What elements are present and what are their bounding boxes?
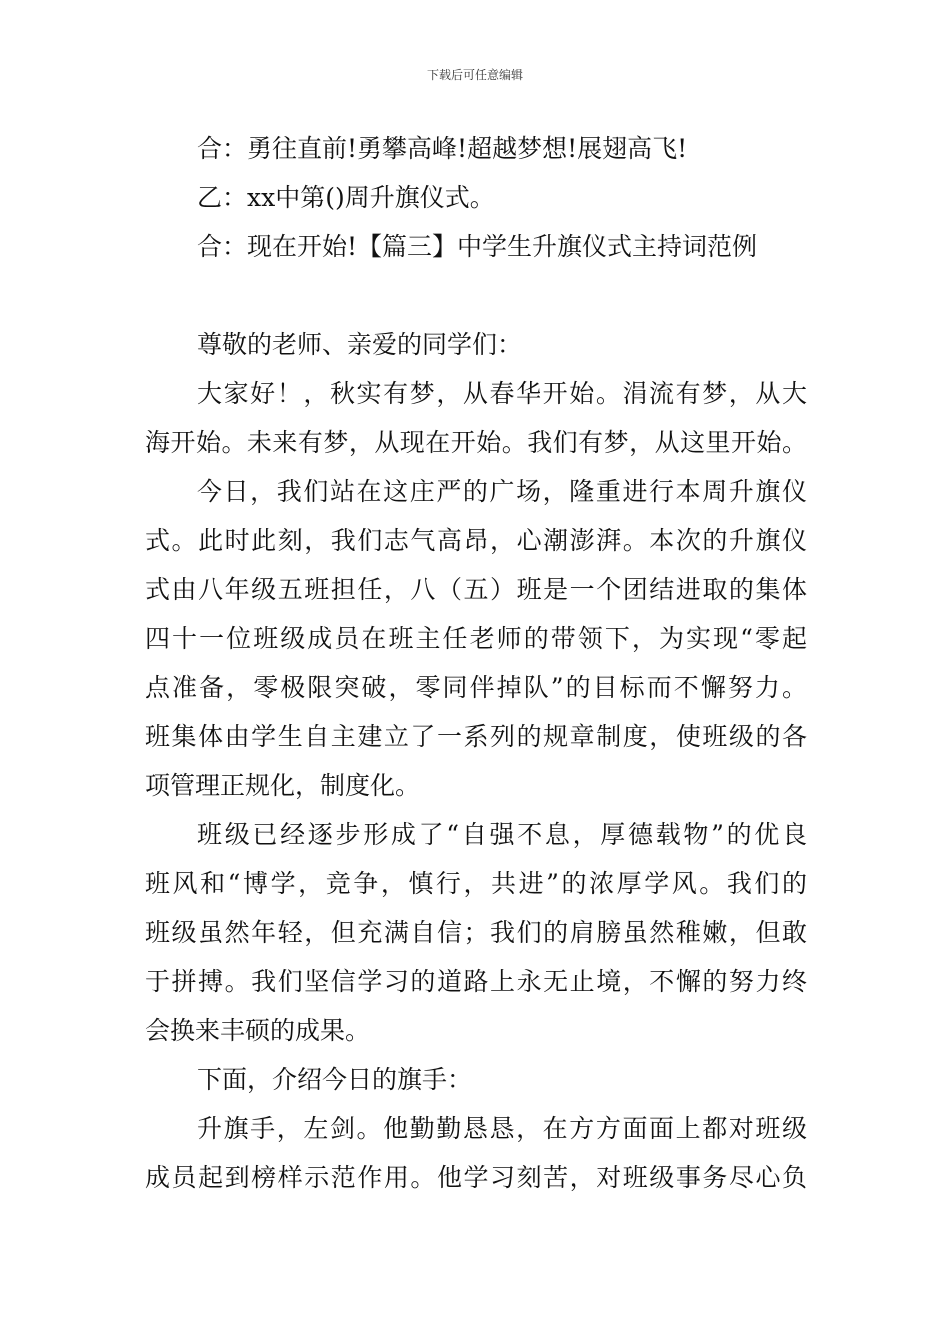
text-line: 乙：xx中第()周升旗仪式。 <box>197 183 495 212</box>
text-line: 今日，我们站在这庄严的广场，隆重进行本周升旗仪 <box>197 477 807 506</box>
text-line: 下面，介绍今日的旗手： <box>197 1065 473 1094</box>
text-line: 会换来丰硕的成果。 <box>145 1016 371 1045</box>
text-line: 班集体由学生自主建立了一系列的规章制度，使班级的各 <box>145 722 807 751</box>
text-line: 于拼搏。我们坚信学习的道路上永无止境，不懈的努力终 <box>145 967 807 996</box>
text-line: 四十一位班级成员在班主任老师的带领下，为实现“零起 <box>145 624 807 653</box>
text-line: 尊敬的老师、亲爱的同学们： <box>197 330 523 359</box>
text-line: 升旗手，左剑。他勤勤恳恳，在方方面面上都对班级 <box>197 1114 807 1143</box>
text-line: 点准备，零极限突破，零同伴掉队”的目标而不懈努力。 <box>145 673 807 702</box>
text-line: 式。此时此刻，我们志气高昂，心潮澎湃。本次的升旗仪 <box>145 526 807 555</box>
text-line: 班级已经逐步形成了“自强不息，厚德载物”的优良 <box>197 820 807 849</box>
text-line: 班风和“博学，竞争，慎行，共进”的浓厚学风。我们的 <box>145 869 807 898</box>
text-line: 式由八年级五班担任，八（五）班是一个团结进取的集体 <box>145 575 807 604</box>
text-line: 合：勇往直前!勇攀高峰!超越梦想!展翅高飞! <box>197 134 688 163</box>
text-line: 班级虽然年轻，但充满自信；我们的肩膀虽然稚嫩，但敢 <box>145 918 807 947</box>
document-body <box>145 124 807 1202</box>
text-line: 海开始。未来有梦，从现在开始。我们有梦，从这里开始。 <box>145 428 807 457</box>
text-line: 合：现在开始!【篇三】中学生升旗仪式主持词范例 <box>197 232 758 261</box>
text-line: 项管理正规化，制度化。 <box>145 771 421 800</box>
text-line: 成员起到榜样示范作用。他学习刻苦，对班级事务尽心负 <box>145 1163 807 1192</box>
page-header-note: 下载后可任意编辑 <box>426 68 523 82</box>
blank-line <box>145 271 807 320</box>
text-line: 大家好！，秋实有梦，从春华开始。涓流有梦，从大 <box>197 379 807 408</box>
